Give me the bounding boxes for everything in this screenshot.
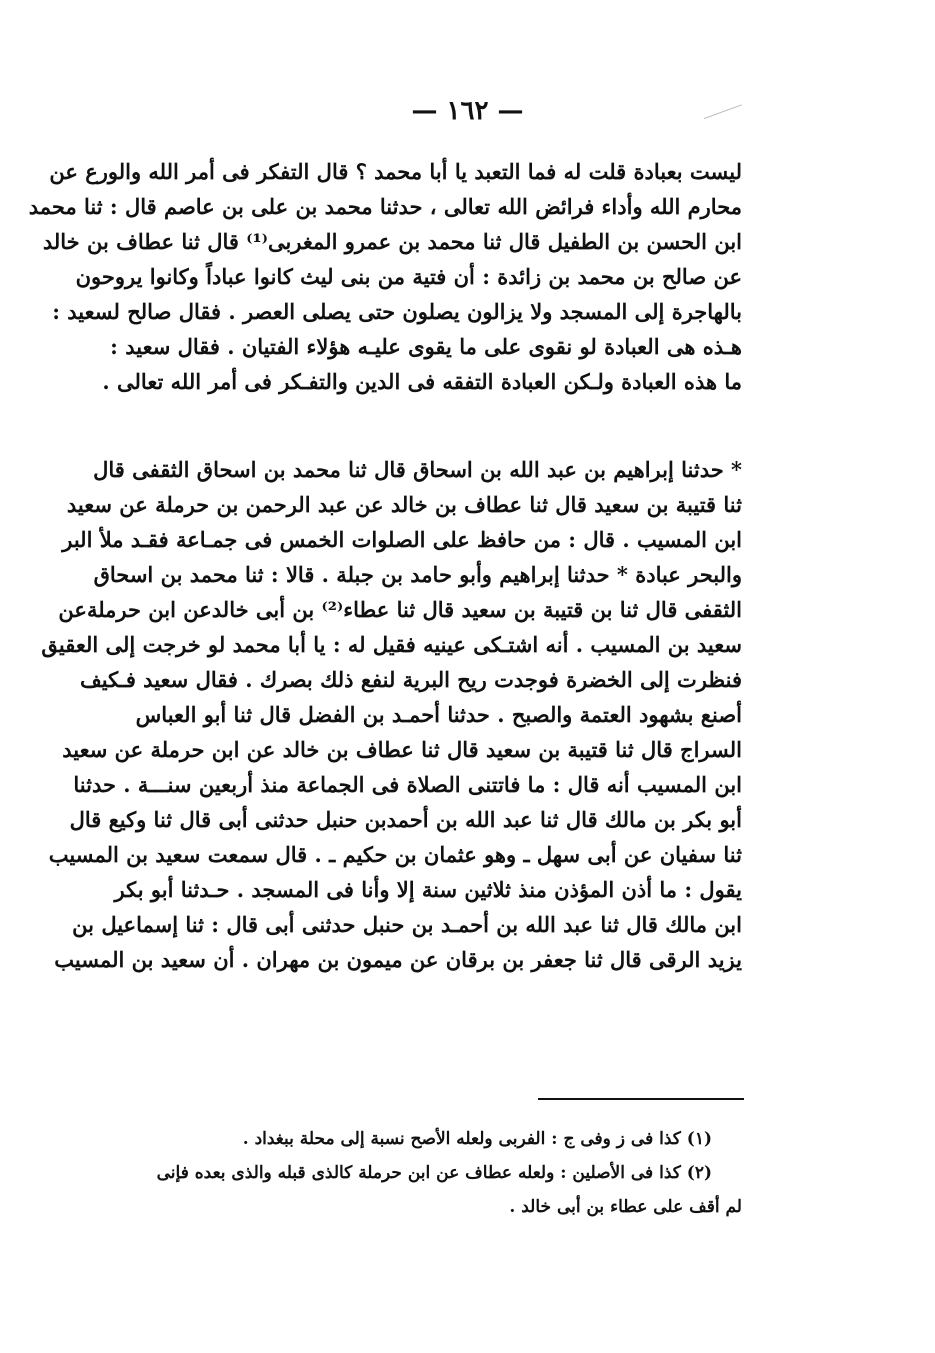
footnote-1: (١) كذا فى ز وفى ج : الفربى ولعله الأصح نسبة إلى محلة ببغداد . (242, 1129, 712, 1149)
text-line: عن صالح بن محمد بن زائدة : أن فتية من بنى ليث كانوا عباداً وكانوا يروحون (75, 264, 742, 289)
text-line: ما هذه العبادة ولـكن العبادة التفقه فى الدين والتفـكر فى أمر الله تعالى . (102, 369, 742, 394)
text-line: أصنع بشهود العتمة والصبح . حدثنا أحمـد بن الفضل قال ثنا أبو العباس (135, 702, 742, 727)
footnote-2: (٢) كذا فى الأصلين : ولعله عطاف عن ابن حرملة كالذى قبله والذى بعده فإنى (156, 1163, 712, 1183)
text-line: ثنا قتيبة بن سعيد قال ثنا عطاف بن خالد عن عبد الرحمن بن حرملة عن سعيد (66, 492, 742, 517)
text-line: الثقفى قال ثنا بن قتيبة بن سعيد قال ثنا عطاء⁽²⁾ بن أبى خالدعن ابن حرملةعن (58, 597, 742, 622)
text-line: سعيد بن المسيب . أنه اشتـكى عينيه فقيل له : يا أبا محمد لو خرجت إلى العقيق (41, 632, 742, 657)
text-line: * حدثنا إبراهيم بن عبد الله بن اسحاق قال ثنا محمد بن اسحاق الثقفى قال (93, 457, 742, 482)
text-line: السراج قال ثنا قتيبة بن سعيد قال ثنا عطاف بن خالد عن ابن حرملة عن سعيد (62, 737, 742, 762)
text-line: والبحر عبادة * حدثنا إبراهيم وأبو حامد بن جبلة . قالا : ثنا محمد بن اسحاق (93, 562, 742, 587)
footnotes (112, 1122, 742, 1224)
footnote-separator (538, 1098, 744, 1100)
text-line: يزيد الرقى قال ثنا جعفر بن برقان عن ميمون بن مهران . أن سعيد بن المسيب (54, 947, 742, 972)
text-line: هـذه هى العبادة لو نقوى على ما يقوى عليـه هؤلاء الفتيان . فقال سعيد : (110, 334, 742, 359)
text-line: ابن المسيب أنه قال : ما فاتتنى الصلاة فى الجماعة منذ أربعين سنـــة . حدثنا (73, 772, 742, 797)
text-line: يقول : ما أذن المؤذن منذ ثلاثين سنة إلا وأنا فى المسجد . حـدثنا أبو بكر (114, 877, 742, 902)
text-line: ابن المسيب . قال : من حافظ على الصلوات الخمس فى جمـاعة فقـد ملأ البر (62, 527, 742, 552)
text-line: ابن الحسن بن الطفيل قال ثنا محمد بن عمرو المغربى⁽¹⁾ قال ثنا عطاف بن خالد (42, 229, 742, 254)
page-number: — ١٦٢ — (411, 96, 524, 126)
paragraph-2 (41, 452, 742, 977)
text-line: فنظرت إلى الخضرة فوجدت ريح البرية لنفع ذلك بصرك . فقال سعيد فـكيف (80, 667, 742, 692)
text-line: ابن مالك قال ثنا عبد الله بن أحمـد بن حنبل حدثنى أبى قال : ثنا إسماعيل بن (72, 912, 742, 937)
text-line: محارم الله وأداء فرائض الله تعالى ، حدثنا محمد بن على بن عاصم قال : ثنا محمد (28, 194, 742, 219)
footnote-2-continued: لم أقف على عطاء بن أبى خالد . (509, 1197, 742, 1217)
text-line: أبو بكر بن مالك قال ثنا عبد الله بن أحمدبن حنبل حدثنى أبى قال ثنا وكيع قال (69, 807, 742, 832)
text-line: بالهاجرة إلى المسجد ولا يزالون يصلون حتى يصلى العصر . فقال صالح لسعيد : (52, 299, 742, 324)
text-line: ليست بعبادة قلت له فما التعبد يا أبا محمد ؟ قال التفكر فى أمر الله والورع عن (49, 159, 742, 184)
paragraph-1 (28, 154, 742, 399)
text-line: ثنا سفيان عن أبى سهل ـ وهو عثمان بن حكيم ـ . قال سمعت سعيد بن المسيب (48, 842, 742, 867)
